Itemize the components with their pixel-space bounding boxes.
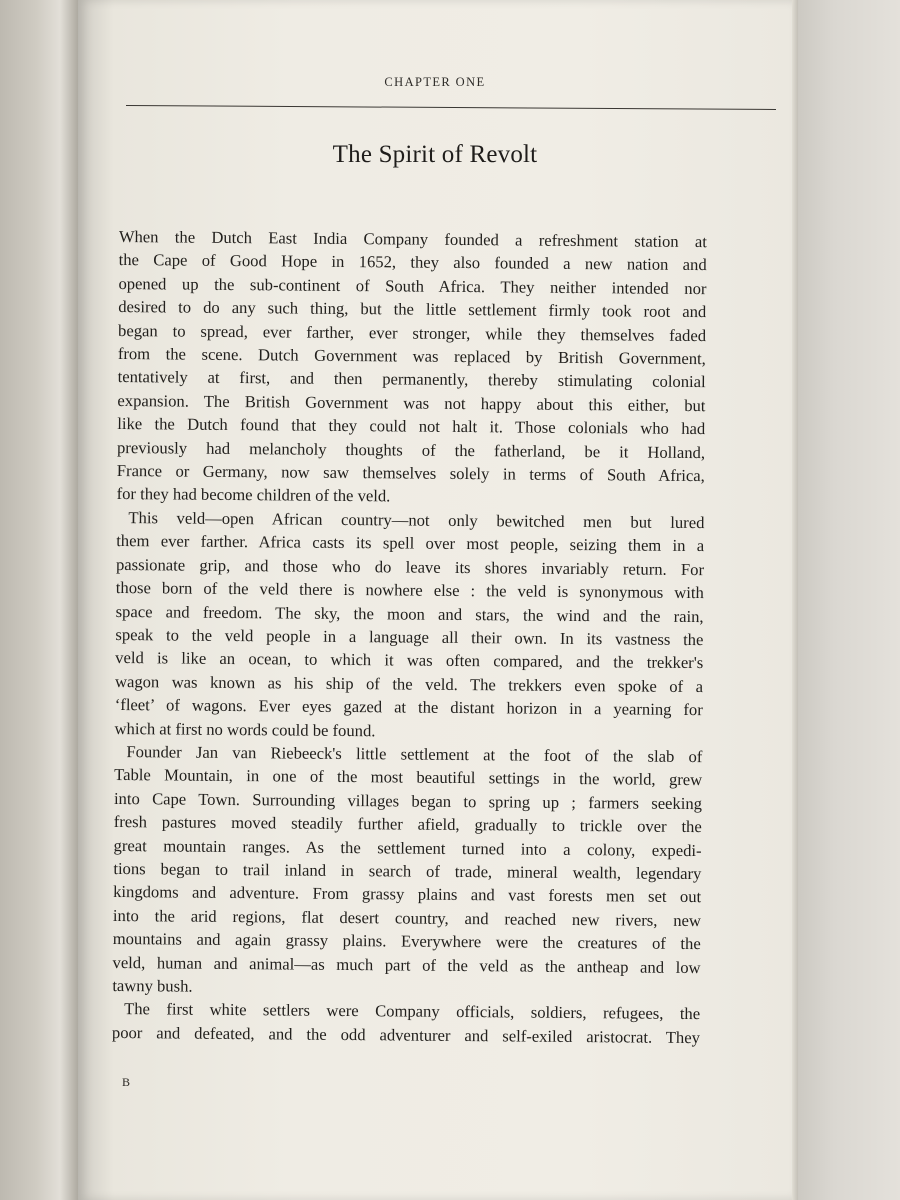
text-line: mountains and again grassy plains. Everywhere were the creatures of the [112,929,701,954]
text-line: kingdoms and adventure. From grassy plains and vast forests men set out [113,882,702,907]
text-line: from the scene. Dutch Government was replaced by British Government, [117,344,706,369]
left-page-edge [0,0,80,1200]
text-line: Founder Jan van Riebeeck's little settlement at the foot of the slab of [126,742,703,767]
text-line: previously had melancholy thoughts of the fatherland, be it Holland, [116,437,706,462]
background-surface [790,0,900,1200]
text-line: the Cape of Good Hope in 1652, they also founded a new nation and [118,250,707,275]
chapter-title: The Spirit of Revolt [332,141,538,168]
text-line: tions began to trail inland in search of trade, mineral wealth, legendary [113,858,702,884]
text-line: This veld—open African country—not only bewitched men but lured [128,507,705,532]
text-line: fresh pastures moved steadily further afield, gradually to trickle over the [113,812,702,837]
text-line: speak to the veld people in a language all their own. In its vastness the [115,624,704,650]
text-line: ‘fleet’ of wagons. Ever eyes gazed at the distant horizon in a yearning for [114,695,703,720]
text-line: tentatively at first, and then permanently, thereby stimulating colonial [117,367,706,392]
text-line: opened up the sub-continent of South Africa. They neither intended nor [118,273,707,298]
text-line: like the Dutch found that they could not halt it. Those colonials who had [117,414,706,439]
chapter-label: CHAPTER ONE [384,75,486,89]
text-line: veld, human and animal—as much part of the veld as the antheap and low [112,952,701,977]
text-line: passionate grip, and those who do leave its shores invariably return. For [115,554,705,579]
text-line: great mountain ranges. As the settlement turned into a colony, expedi- [113,835,702,860]
text-line: those born of the veld there is nowhere else : the veld is synonymous with [115,578,704,603]
text-line: veld is like an ocean, to which it was often compared, and the trekker's [115,648,704,673]
text-line: space and freedom. The sky, the moon and stars, the wind and the rain, [115,601,704,626]
text-line: which at first no words could be found. [114,718,376,740]
book-page [78,0,792,1200]
text-line: France or Germany, now saw themselves solely in terms of South Africa, [116,461,705,486]
text-line: began to spread, ever farther, ever stronger, while they themselves faded [117,320,707,345]
text-line: them ever farther. Africa casts its spell over most people, seizing them in a [116,531,705,556]
text-line: Table Mountain, in one of the most beautiful settings in the world, grew [114,765,703,790]
text-line: into the arid regions, flat desert country, and reached new rivers, new [112,905,702,930]
header-rule [126,105,776,110]
body-text [112,225,707,1049]
signature-mark: B [122,1075,132,1089]
text-line: into Cape Town. Surrounding villages began to spring up ; farmers seeking [113,788,703,813]
text-line: poor and defeated, and the odd adventurer and self-exiled aristocrat. They [111,1022,701,1047]
text-line: When the Dutch East India Company founded a refreshment station at [118,226,707,252]
text-line: The first white settlers were Company officials, soldiers, refugees, the [124,999,701,1024]
text-line: wagon was known as his ship of the veld. The trekkers even spoke of a [114,671,704,696]
text-line: for they had become children of the veld. [116,484,391,506]
text-line: desired to do any such thing, but the little settlement firmly took root and [118,297,707,322]
text-line: tawny bush. [112,975,193,996]
text-line: expansion. The British Government was not happy about this either, but [117,390,706,415]
